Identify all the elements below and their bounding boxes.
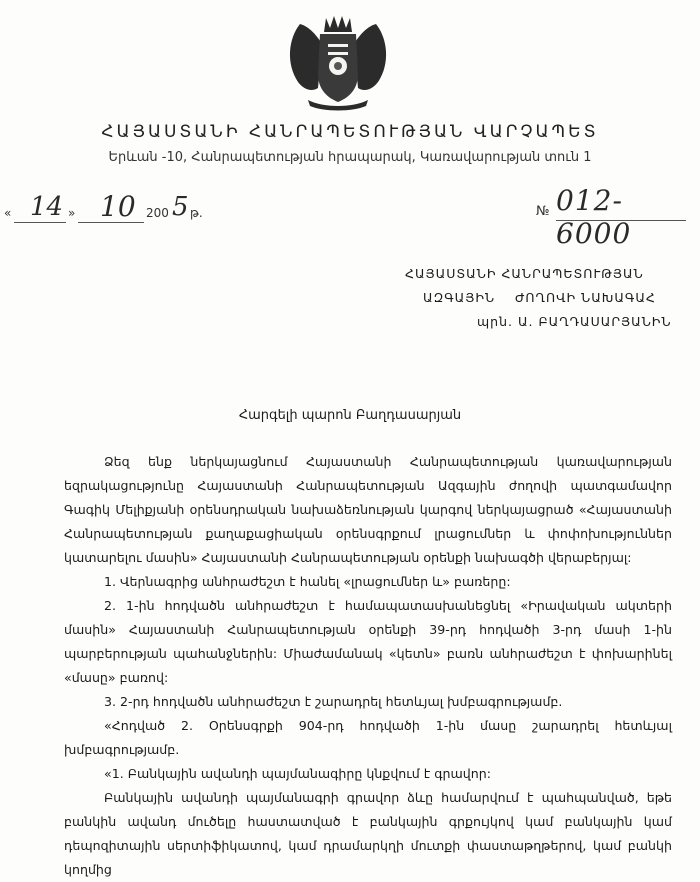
addressee-line-3: պրն. Ա. ԲԱՂԴԱՍԱՐՅԱՆԻՆ [477, 314, 672, 329]
addressee-line-2: ԱԶԳԱՅԻՆ ԺՈՂՈՎԻ ՆԱԽԱԳԱՀ [423, 290, 656, 305]
body-paragraph: 1. Վերնագրից անհրաժեշտ է հանել «լրացումներ և» բառերը: [104, 574, 511, 589]
date-suffix: թ. [190, 206, 203, 220]
date-line [4, 188, 324, 228]
date-year-prefix: 200 [146, 206, 169, 220]
date-day-underline [14, 222, 66, 223]
body-paragraph: «Հոդված 2. Օրենսգրքի 904-րդ հոդվածի 1-ին մասը շարադրել հետևյալ խմբագրությամբ. [64, 718, 672, 757]
date-day: 14 [30, 192, 64, 222]
date-month: 10 [100, 190, 136, 223]
document-number [520, 184, 695, 250]
body-paragraph: 2. 1-ին հոդվածն անհրաժեշտ է համապատասխանեցնել «Իրավական ակտերի մասին» Հայաստանի Հանրապետության օրենքի 39-րդ հոդվածի 3-րդ մասի 1-ին պարբերության պահանջներին: Միաժամանակ «կետն» բառն անհրաժեշտ է փոխարինել «մասը» բառով: [64, 598, 672, 685]
body-paragraph: 3. 2-րդ հոդվածն անհրաժեշտ է շարադրել հետևյալ խմբագրությամբ. [104, 694, 563, 709]
org-title: ՀԱՅԱՍՏԱՆԻ ՀԱՆՐԱՊԵՏՈՒԹՅԱՆ ՎԱՐՉԱՊԵՏ [101, 122, 599, 142]
date-month-underline [78, 222, 144, 223]
body-paragraph: Ձեզ ենք ներկայացնում Հայաստանի Հանրապետության կառավարության եզրակացությունը Հայաստանի Հանրապետության Ազգային ժողովի պատգամավոր Գագիկ Մելիքյանի օրենսդրական նախաձեռնության կարգով ներկայացրած «Հայաստանի Հանրապետության քաղաքացիական օրենսգրքում լրացումներ և փոփոխություններ կատարելու մասին» Հայաստանի Հանրապետության օրենքի նախագծի վերաբերյալ: [64, 454, 672, 565]
date-year-digit: 5 [172, 192, 189, 222]
body-paragraph: Բանկային ավանդի պայմանագրի գրավոր ձևը համարվում է պահպանված, եթե բանկին ավանդ մուծելը հաստատված է բանկային գրքույկով կամ բանկային կամ դեպոզիտային սերտիֆիկատով, կամ դրամարկղի մուտքի փաստաթղթերով, կամ բանկի կողմից [64, 790, 672, 877]
number-value: 012-6000 [556, 184, 632, 250]
addressee-line-1: ՀԱՅԱՍՏԱՆԻ ՀԱՆՐԱՊԵՏՈՒԹՅԱՆ [405, 266, 644, 281]
addressee-block [405, 262, 695, 334]
letter-body [64, 450, 672, 882]
date-quote-open: « [4, 206, 12, 220]
number-underline [556, 220, 686, 221]
date-quote-close: » [68, 206, 76, 220]
body-paragraph: «1. Բանկային ավանդի պայմանագիրը կնքվում է գրավոր: [104, 766, 491, 781]
coat-of-arms-icon [278, 4, 398, 114]
salutation: Հարգելի պարոն Բաղդասարյան [238, 408, 462, 423]
number-prefix: № [536, 204, 550, 219]
org-address: Երևան -10, Հանրապետության հրապարակ, Կառավարության տուն 1 [108, 150, 592, 165]
